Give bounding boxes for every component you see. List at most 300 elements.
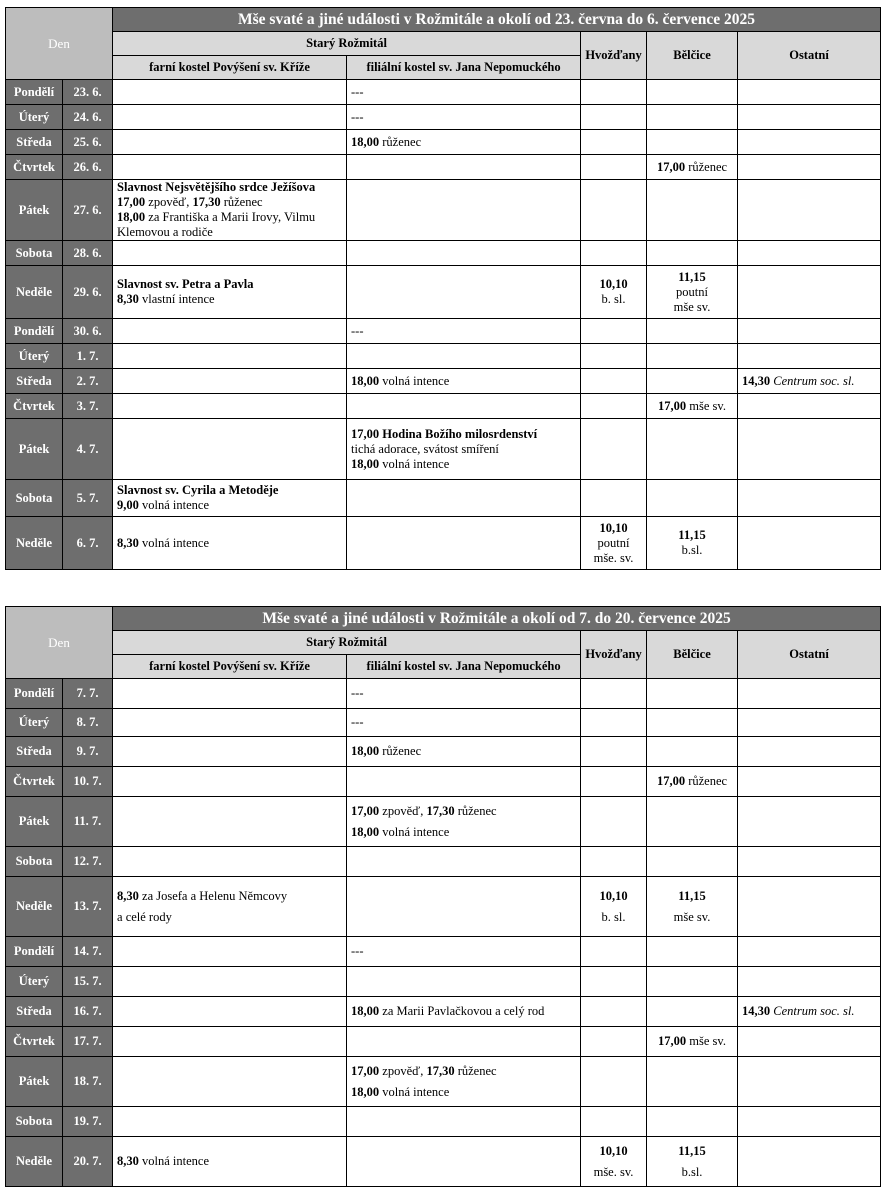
entry-time: 18,00 [351,134,380,149]
date-cell [63,344,113,369]
date-cell [63,241,113,266]
entry-line [117,907,342,928]
entry-time: 18,00 [351,1084,380,1099]
cell-hvozdany [581,517,647,570]
date-label: 25. 6. [73,134,102,149]
entry-line [351,85,576,100]
entry-text: volná intence [379,456,450,471]
entry-time: 9,00 [117,498,139,512]
entry-line [351,822,576,843]
entry-time: 11,15 [678,269,706,284]
day-name-cell [6,1107,63,1137]
date-label: 17. 7. [73,1034,102,1048]
entry-text: poutní [676,284,708,299]
date-cell [63,847,113,877]
table-title: Mše svaté a jiné události v Rožmitále a okolí od 7. do 20. července 2025 [113,607,881,631]
day-name: Pondělí [13,323,55,338]
cell-ostatni [738,997,881,1027]
day-name: Pátek [18,1074,50,1088]
day-name: Pátek [18,441,50,456]
day-name: Neděle [15,1154,53,1168]
header-stary-rozmital: Starý Rožmitál [113,32,581,56]
cell-ostatni [738,847,881,877]
entry-time: 8,30 [117,535,139,550]
entry-time: 10,10 [599,888,628,903]
cell-filialni [347,1137,581,1187]
day-name: Pondělí [13,84,55,99]
entry-time: Slavnost sv. Cyrila a Metoděje [117,483,279,497]
table-row [6,180,881,241]
date-label: 24. 6. [73,109,102,124]
table-row [6,767,881,797]
entry-line [351,135,576,150]
cell-filialni [347,709,581,737]
table-row [6,1137,881,1187]
cell-filialni [347,419,581,480]
date-cell [63,130,113,155]
entry-line [585,1141,642,1162]
entry-line [117,292,342,307]
cell-filialni [347,1057,581,1107]
day-name: Úterý [18,109,50,124]
date-label: 20. 7. [73,1154,102,1168]
cell-farni [113,80,347,105]
entry-time: 10,10 [599,277,628,291]
date-cell [63,709,113,737]
entry-time: Slavnost Nejsvětějšího srdce Ježíšova [117,180,316,194]
table-row [6,344,881,369]
date-label: 13. 7. [73,899,102,913]
entry-time: 17,00 [117,195,146,209]
cell-ostatni [738,767,881,797]
entry-time: 10,10 [599,1143,628,1158]
day-name-cell [6,1057,63,1107]
entry-line [117,498,342,513]
date-label: 6. 7. [76,535,99,550]
entry-text: mše sv. [686,398,726,413]
day-name-cell [6,105,63,130]
entry-line [585,907,642,928]
cell-hvozdany [581,737,647,767]
entry-text: b.sl. [681,543,703,557]
entry-line [117,210,342,240]
day-name-cell [6,967,63,997]
day-name-cell [6,797,63,847]
day-name: Neděle [15,284,53,299]
cell-ostatni [738,937,881,967]
table-row [6,480,881,517]
entry-line [351,1061,576,1082]
entry-text: a celé rody [117,909,172,924]
cell-farni [113,517,347,570]
day-name-cell [6,130,63,155]
day-name-cell [6,937,63,967]
entry-line [651,1031,733,1052]
cell-filialni [347,180,581,241]
table-row [6,319,881,344]
cell-ostatni [738,369,881,394]
entry-text: růženec [685,159,728,174]
cell-hvozdany [581,709,647,737]
entry-text: za Marii Pavlačkovou a celý rod [379,1004,545,1018]
cell-filialni [347,344,581,369]
table-row [6,847,881,877]
table-row [6,105,881,130]
table-row [6,266,881,319]
day-name: Pondělí [13,944,55,958]
table-row [6,80,881,105]
cell-filialni [347,517,581,570]
entry-line [651,907,733,928]
cell-belcice [647,369,738,394]
date-label: 29. 6. [73,284,102,299]
cell-hvozdany [581,180,647,241]
table-row [6,937,881,967]
entry-line [351,1001,576,1022]
table-row [6,1057,881,1107]
cell-hvozdany [581,847,647,877]
entry-line [585,1162,642,1183]
date-label: 23. 6. [73,84,102,99]
entry-text: mše sv. [673,299,711,314]
date-label: 4. 7. [76,441,99,456]
entry-text: --- [351,686,364,700]
cell-filialni [347,1107,581,1137]
cell-ostatni [738,517,881,570]
cell-ostatni [738,266,881,319]
cell-filialni [347,266,581,319]
date-cell [63,394,113,419]
day-name: Sobota [15,1114,53,1128]
entry-text: růženec [379,134,422,149]
cell-ostatni [738,709,881,737]
cell-hvozdany [581,1137,647,1187]
cell-ostatni [738,155,881,180]
entry-line [117,180,342,195]
entry-time: Slavnost sv. Petra a Pavla [117,277,254,291]
cell-hvozdany [581,266,647,319]
cell-farni [113,155,347,180]
entry-line [351,801,576,822]
day-name: Středa [16,1004,52,1018]
day-name-cell [6,847,63,877]
schedule-table-2 [5,606,881,1187]
cell-filialni [347,679,581,709]
date-label: 18. 7. [73,1074,102,1088]
cell-filialni [347,937,581,967]
cell-filialni [347,967,581,997]
entry-line [351,712,576,733]
entry-text: volná intence [138,1154,210,1168]
header-hvozdany: Hvožďany [581,631,647,679]
entry-text: růženec [220,195,263,209]
header-ostatni: Ostatní [738,32,881,80]
day-name: Pondělí [13,686,55,700]
cell-belcice [647,1107,738,1137]
entry-line [351,941,576,962]
day-name-cell [6,241,63,266]
day-name: Neděle [15,535,53,550]
schedule-table-1 [5,7,881,570]
cell-filialni [347,241,581,266]
date-cell [63,266,113,319]
entry-time: 17,00 Hodina Božího milosrdenství [351,426,538,441]
cell-hvozdany [581,937,647,967]
entry-text: tichá adorace, svátost smíření [351,441,499,456]
cell-ostatni [738,877,881,937]
table-row [6,967,881,997]
date-cell [63,517,113,570]
day-name: Středa [16,744,52,758]
cell-belcice [647,480,738,517]
entry-time: 11,15 [678,888,706,903]
cell-hvozdany [581,419,647,480]
entry-note: Centrum soc. sl. [770,1004,855,1018]
date-label: 15. 7. [73,974,102,988]
cell-farni [113,797,347,847]
entry-time: 17,00 [658,398,687,413]
cell-ostatni [738,319,881,344]
entry-line [585,292,642,307]
entry-line [742,1001,876,1022]
cell-filialni [347,319,581,344]
cell-farni [113,394,347,419]
table-row [6,130,881,155]
entry-line [117,195,342,210]
date-cell [63,797,113,847]
day-name-cell [6,266,63,319]
entry-line [651,285,733,300]
entry-line [585,521,642,536]
entry-text: růženec [685,774,728,788]
cell-hvozdany [581,369,647,394]
header-stary-rozmital: Starý Rožmitál [113,631,581,655]
cell-hvozdany [581,130,647,155]
cell-belcice [647,319,738,344]
table-row [6,737,881,767]
den-header: Den [6,607,113,679]
cell-belcice [647,709,738,737]
entry-line [651,886,733,907]
cell-belcice [647,130,738,155]
entry-time: 18,00 [351,1004,380,1018]
entry-line [117,886,342,907]
entry-time: 10,10 [599,520,628,535]
cell-filialni [347,767,581,797]
cell-ostatni [738,737,881,767]
day-name-cell [6,517,63,570]
entry-time: 8,30 [117,1154,139,1168]
entry-line [651,528,733,543]
cell-belcice [647,767,738,797]
cell-belcice [647,1137,738,1187]
cell-hvozdany [581,241,647,266]
day-name-cell [6,180,63,241]
cell-belcice [647,1027,738,1057]
entry-line [351,110,576,125]
date-cell [63,877,113,937]
cell-farni [113,419,347,480]
cell-ostatni [738,679,881,709]
table-row [6,1107,881,1137]
cell-belcice [647,394,738,419]
cell-belcice [647,847,738,877]
entry-line [351,1082,576,1103]
day-name: Středa [16,134,52,149]
date-label: 3. 7. [76,398,99,413]
cell-hvozdany [581,997,647,1027]
cell-filialni [347,105,581,130]
entry-line [585,536,642,551]
cell-belcice [647,967,738,997]
cell-ostatni [738,480,881,517]
entry-line [651,771,733,792]
day-name-cell [6,767,63,797]
schedule-body-2 [6,679,881,1187]
entry-line [651,399,733,414]
table-row [6,155,881,180]
entry-line [351,741,576,762]
cell-ostatni [738,130,881,155]
entry-text: b.sl. [681,1164,703,1179]
date-label: 9. 7. [76,744,99,758]
entry-line [117,277,342,292]
cell-farni [113,266,347,319]
cell-hvozdany [581,319,647,344]
cell-filialni [347,877,581,937]
cell-ostatni [738,797,881,847]
date-label: 11. 7. [73,814,102,828]
cell-hvozdany [581,1027,647,1057]
cell-hvozdany [581,967,647,997]
entry-time: 17,30 [192,195,221,209]
table-row [6,369,881,394]
cell-farni [113,1027,347,1057]
table-row [6,419,881,480]
entry-time: 17,30 [426,803,455,818]
entry-text: --- [351,715,364,729]
entry-line [651,543,733,558]
entry-text: růženec [454,1063,497,1078]
header-farni: farní kostel Povýšení sv. Kříže [113,56,347,80]
entry-line [351,374,576,389]
entry-time: 11,15 [678,528,706,542]
entry-time: 17,00 [656,774,686,788]
day-name: Úterý [18,974,50,988]
entry-text: --- [351,109,364,124]
entry-line [351,683,576,704]
entry-line [351,324,576,339]
cell-belcice [647,937,738,967]
entry-text: zpověď, [379,1063,427,1078]
day-name-cell [6,419,63,480]
table-row [6,997,881,1027]
day-name-cell [6,1137,63,1187]
day-name: Pátek [18,202,50,217]
entry-text: volná intence [379,373,450,388]
schedule-body-1 [6,80,881,570]
cell-belcice [647,737,738,767]
entry-text: růženec [454,803,497,818]
header-farni: farní kostel Povýšení sv. Kříže [113,655,347,679]
cell-hvozdany [581,1057,647,1107]
entry-time: 17,00 [351,1063,380,1078]
cell-filialni [347,1027,581,1057]
cell-filialni [347,155,581,180]
entry-text: --- [351,84,364,99]
entry-time: 8,30 [117,292,139,306]
cell-farni [113,1057,347,1107]
entry-line [351,427,576,442]
day-name: Sobota [15,854,53,868]
table-row [6,241,881,266]
entry-text: volná intence [138,498,210,512]
cell-hvozdany [581,877,647,937]
entry-text: --- [351,944,364,958]
entry-text: volná intence [379,824,450,839]
day-name: Čtvrtek [13,1034,55,1048]
entry-line [117,1151,342,1172]
entry-time: 18,00 [351,373,380,388]
cell-farni [113,937,347,967]
cell-ostatni [738,105,881,130]
date-cell [63,737,113,767]
day-name-cell [6,155,63,180]
date-cell [63,319,113,344]
cell-filialni [347,394,581,419]
cell-ostatni [738,344,881,369]
entry-text: b. sl. [601,909,626,924]
date-cell [63,155,113,180]
cell-belcice [647,1057,738,1107]
cell-ostatni [738,241,881,266]
table-title: Mše svaté a jiné události v Rožmitále a okolí od 23. června do 6. července 2025 [113,8,881,32]
cell-filialni [347,797,581,847]
date-cell [63,369,113,394]
date-label: 30. 6. [73,323,102,338]
cell-belcice [647,241,738,266]
cell-farni [113,130,347,155]
table-row [6,394,881,419]
entry-line [585,277,642,292]
entry-time: 17,00 [351,803,380,818]
date-cell [63,937,113,967]
date-cell [63,967,113,997]
cell-hvozdany [581,80,647,105]
cell-farni [113,877,347,937]
date-cell [63,1057,113,1107]
cell-belcice [647,997,738,1027]
cell-belcice [647,105,738,130]
header-belcice: Bělčice [647,631,738,679]
day-name: Středa [16,373,52,388]
day-name-cell [6,877,63,937]
cell-ostatni [738,180,881,241]
cell-hvozdany [581,797,647,847]
entry-line [585,551,642,566]
day-name: Úterý [18,715,50,729]
cell-ostatni [738,1027,881,1057]
date-label: 7. 7. [76,686,99,700]
date-label: 14. 7. [73,944,102,958]
entry-time: 14,30 [742,373,771,388]
cell-hvozdany [581,344,647,369]
entry-line [651,300,733,315]
entry-line [651,1162,733,1183]
date-label: 2. 7. [76,373,99,388]
cell-hvozdany [581,480,647,517]
entry-text: mše sv. [673,909,711,924]
